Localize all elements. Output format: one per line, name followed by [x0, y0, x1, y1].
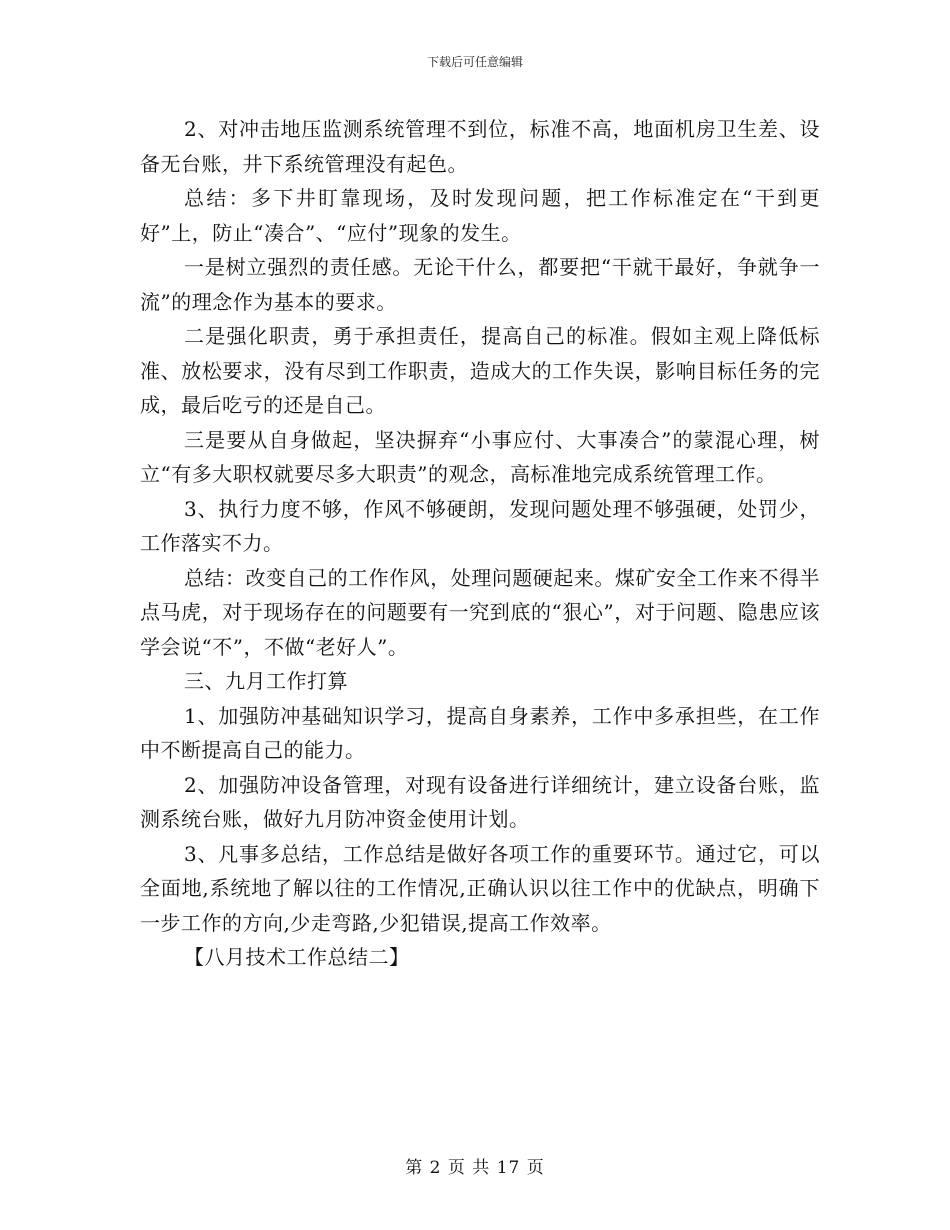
document-body: [140, 112, 820, 975]
page-footer: 第 2 页 共 17 页: [405, 1158, 545, 1178]
paragraph-point-3: 三是要从自身做起，坚决摒弃“小事应付、大事凑合”的蒙混心理，树立“有多大职权就要尽多大职责”的观念，高标准地完成系统管理工作。: [140, 427, 820, 486]
paragraph-summary-2: 总结：改变自己的工作作风，处理问题硬起来。煤矿安全工作来不得半点马虎，对于现场存在的问题要有一究到底的“狠心”，对于问题、隐患应该学会说“不”，不做“老好人”。: [140, 565, 820, 659]
paragraph-issue-3: 3、执行力度不够，作风不够硬朗，发现问题处理不够强硬，处罚少，工作落实不力。: [140, 496, 820, 555]
page-header: 下载后可任意编辑: [426, 55, 523, 69]
paragraph-plan-3: 3、凡事多总结，工作总结是做好各项工作的重要环节。通过它，可以全面地,系统地了解以往的工作情况,正确认识以往工作中的优缺点，明确下一步工作的方向,少走弯路,少犯错误,提高工作效率。: [140, 841, 820, 935]
paragraph-plan-2: 2、加强防冲设备管理，对现有设备进行详细统计，建立设备台账，监测系统台账，做好九月防冲资金使用计划。: [140, 772, 820, 831]
paragraph-plan-1: 1、加强防冲基础知识学习，提高自身素养，工作中多承担些，在工作中不断提高自己的能力。: [140, 703, 820, 762]
paragraph-point-2: 二是强化职责，勇于承担责任，提高自己的标准。假如主观上降低标准、放松要求，没有尽到工作职责，造成大的工作失误，影响目标任务的完成，最后吃亏的还是自己。: [140, 324, 820, 417]
paragraph-point-1: 一是树立强烈的责任感。无论干什么，都要把“干就干最好，争就争一流”的理念作为基本的要求。: [140, 255, 820, 314]
paragraph-issue-2: 2、对冲击地压监测系统管理不到位，标准不高，地面机房卫生差、设备无台账，井下系统管理没有起色。: [140, 117, 820, 176]
paragraph-summary-1: 总结：多下井盯靠现场，及时发现问题，把工作标准定在“干到更好”上，防止“凑合”、“应付”现象的发生。: [140, 186, 820, 245]
section-heading-september-plan: 三、九月工作打算: [184, 669, 348, 693]
section-heading-august-summary-2: 【八月技术工作总结二】: [184, 945, 410, 969]
